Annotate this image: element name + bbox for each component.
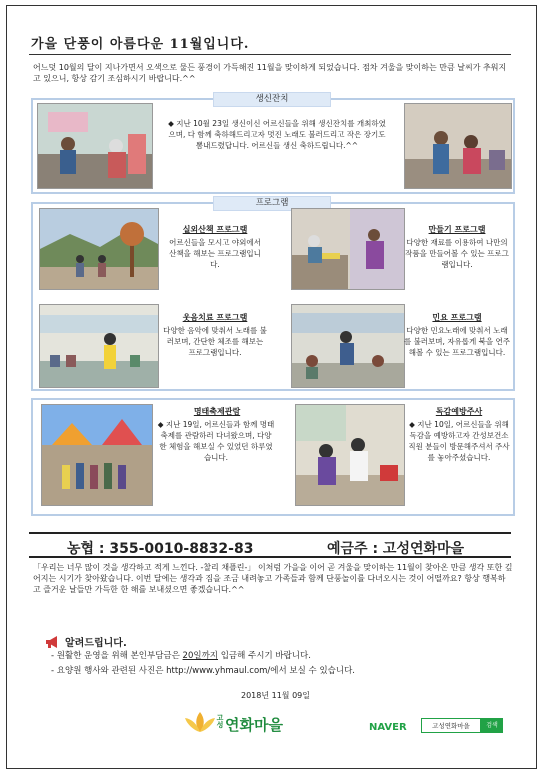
notice-item-2: - 요양원 행사와 관련된 사진은 http://www.yhmaul.com/에서 보실 수 있습니다. [51,666,356,676]
birthday-label: 생신잔치 [213,92,331,107]
newsletter-title: 가을 단풍이 아름다운 11월입니다. [31,37,250,52]
event-1-title: 명태축제관람 [193,407,241,416]
program-1-text: 어르신들을 모시고 야외에서 산책을 해보는 프로그램입니다. [169,238,261,269]
program-4-title: 민요 프로그램 [432,313,482,322]
folk-song-photo [291,304,405,388]
program-2-title: 만들기 프로그램 [428,225,486,234]
event-1-text: ◆ 지난 19일, 어르신들과 함께 명태축제를 관람하러 다녀왔으며, 다양한 체험을 해보실 수 있었던 하루였습니다. [157,420,275,462]
birthday-text: ◆ 지난 10월 23일 생신이신 어르신들을 위해 생신잔치를 개최하였으며, 다 함께 축하해드리고자 멋진 노래도 불러드리고 작은 장기도 뽐내드렸답니다. 어르신들 생신 축하드립니다.^^ [168,119,386,150]
issue-date: 2018년 11월 09일 [241,691,310,700]
notice-heading-text: 알려드립니다. [65,638,127,649]
program-3-title: 웃음치료 프로그램 [182,313,248,322]
lotus-logo-icon [183,710,217,734]
monthly-message: 「우리는 너무 많이 것을 생각하고 적게 느낀다. -찰리 채플린-」 이처럼 가을을 이어 곧 겨울을 맞이하는 11월이 찾아온 만큼 생각 또한 깊어지는 시기가 찾아왔습니다. 이번 달에는 생각과 짐을 조금 내려놓고 가족들과 함께 단풍놀이를 다녀오시는 것이 어떨까요? 항상 행복하고 즐거운 날들만 가득한 한 해를 보내셨으면 좋겠습니다.^^ [33,563,513,594]
event-2-title: 독감예방주사 [435,407,483,416]
notice-heading [45,634,127,649]
event-2-text: ◆ 지난 10일, 어르신들을 위해 독감을 예방하고자 간성보건소 직원 분들이 방문해주셔서 주사를 놓아주셨습니다. [408,420,510,462]
logo-name: 연화마을 [225,716,283,734]
notice-item-1-post: 입금해 주시기 바랍니다. [218,651,311,661]
laughter-photo [39,304,159,388]
naver-logo: NAVER [369,722,407,733]
program-label: 프로그램 [213,196,331,211]
program-4-text: 다양한 민요노래에 맞춰서 노래를 불러보며, 자유롭게 북을 연주해볼 수 있는 프로그램입니다. [403,326,511,357]
program-2-text: 다양한 재료를 이용하여 나만의 작품을 만들어볼 수 있는 프로그램입니다. [405,238,509,269]
title-divider [29,54,511,55]
intro-text: 어느덧 10월의 달이 지나가면서 오색으로 물든 풍경이 가득해진 11월을 맞이하게 되었습니다. 점차 겨울을 맞이하는 만큼 날씨가 추워지고 있으니, 항상 감기 조심하시기 바랍니다.^^ [33,63,507,83]
bank-bottom-line [29,556,511,558]
birthday-photo-right [404,103,512,189]
megaphone-icon [45,636,61,648]
notice-item-1-deadline: 20일까지 [182,651,218,661]
program-1-title: 실외산책 프로그램 [182,225,248,234]
bank-account: 농협 : 355-0010-8832-83 [67,541,254,557]
walk-photo [39,208,159,290]
flu-shot-photo [295,404,405,506]
festival-photo [41,404,153,506]
notice-item-1-pre: - 원활한 운영을 위해 본인부담금은 [51,651,183,661]
naver-search-button[interactable]: 검색 [481,718,503,733]
notice-item-1 [51,649,311,661]
craft-photo [291,208,405,290]
newsletter-page [6,5,537,769]
program-3-text: 다양한 음악에 맞춰서 노래를 불러보며, 간단한 체조를 해보는 프로그램입니다. [163,326,267,357]
birthday-photo-left [37,103,153,189]
naver-search-box[interactable]: 고성연화마을 [421,718,481,733]
bank-holder: 예금주 : 고성연화마을 [327,541,465,557]
logo-region: 고성 [216,714,224,728]
bank-top-line [29,532,511,534]
